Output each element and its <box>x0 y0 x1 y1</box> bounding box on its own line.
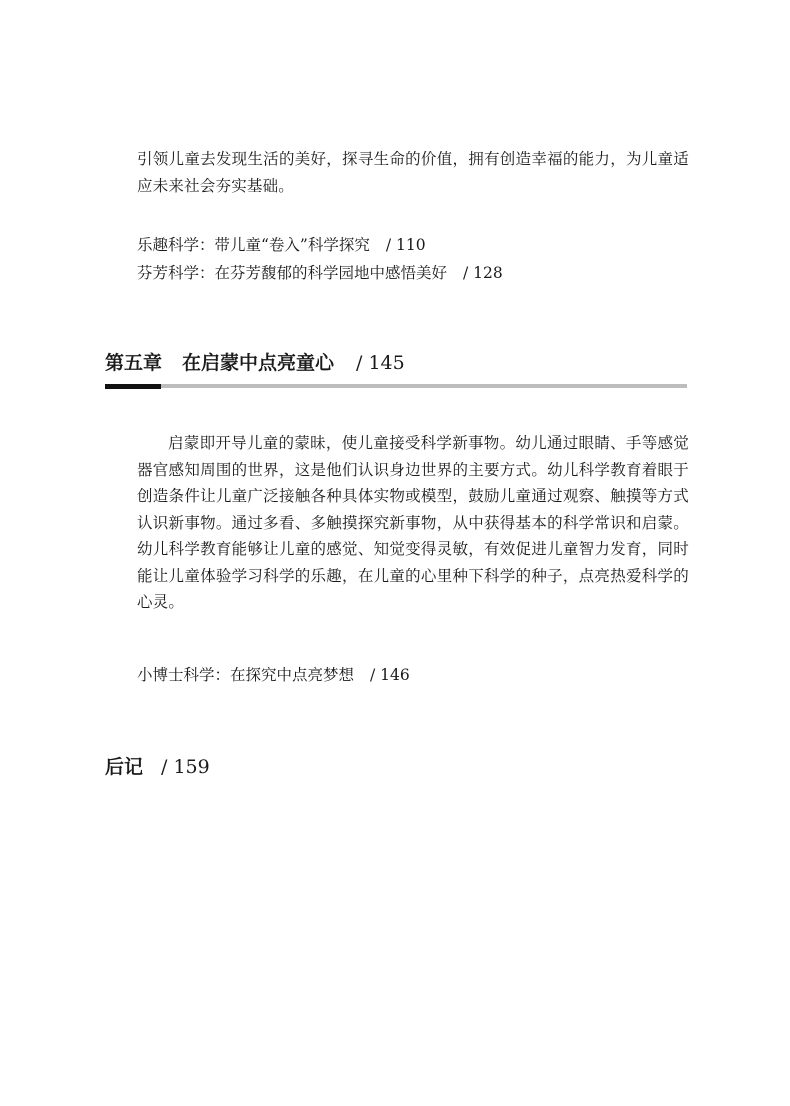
toc-entry-title: 芬芳科学：在芬芳馥郁的科学园地中感悟美好 <box>137 264 448 282</box>
toc-entry-lequ-science[interactable] <box>137 234 426 256</box>
afterword-heading[interactable] <box>105 754 210 780</box>
toc-entry-title: 小博士科学：在探究中点亮梦想 <box>137 666 355 684</box>
toc-entry-xiaoboshi-science[interactable] <box>137 664 410 686</box>
afterword-title: 后记 <box>105 756 144 778</box>
toc-entry-page: / 128 <box>463 264 503 282</box>
chapter-number: 第五章 <box>105 352 163 374</box>
chapter-divider <box>105 384 687 388</box>
chapter-page: / 145 <box>356 352 405 374</box>
chapter-title: 在启蒙中点亮童心 <box>182 352 335 374</box>
toc-entry-page: / 146 <box>370 666 410 684</box>
afterword-page: / 159 <box>161 756 210 778</box>
toc-entry-page: / 110 <box>385 236 426 254</box>
toc-entry-title: 乐趣科学：带儿童“卷入”科学探究 <box>137 236 370 254</box>
chapter-divider-accent <box>105 384 161 389</box>
chapter-5-intro: 启蒙即开导儿童的蒙昧，使儿童接受科学新事物。幼儿通过眼睛、手等感觉器官感知周围的世界，这是他们认识身边世界的主要方式。幼儿科学教育着眼于创造条件让儿童广泛接触各种具体实物或模型，鼓励儿童通过观察、触摸等方式认识新事物。通过多看、多触摸探究新事物，从中获得基本的科学常识和启蒙。幼儿科学教育能够让儿童的感觉、知觉变得灵敏，有效促进儿童智力发育，同时能让儿童体验学习科学的乐趣，在儿童的心里种下科学的种子，点亮热爱科学的心灵。 <box>137 434 689 611</box>
toc-entry-fenfang-science[interactable] <box>137 262 503 284</box>
continued-paragraph: 引领儿童去发现生活的美好，探寻生命的价值，拥有创造幸福的能力，为儿童适应未来社会夯实基础。 <box>137 150 689 195</box>
chapter-5-heading[interactable] <box>105 350 405 376</box>
